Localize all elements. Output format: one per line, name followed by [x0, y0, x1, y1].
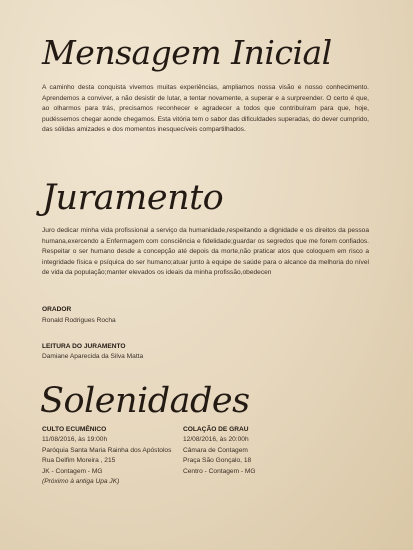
juramento-text: Juro dedicar minha vida profissional a serviço da humanidade,respeitando a dignidade e os direitos da pessoa humana,exercendo a Enfermagem com consciência e fidelidade;guardar os segredos que me forem confiados. Respeitar o ser humano desde a concepção até depois da morte,não praticar atos que coloquem em risco a integridade física e psíquica do ser humano;atuar junto à equipe de saúde para o alcance da melhoria do nível de vida da população;manter elevados os ideais da minha profissão,obedecen — [42, 227, 369, 277]
colacao-heading: COLAÇÃO DE GRAU — [183, 426, 249, 433]
culto-city: JK - Contagem - MG — [42, 467, 103, 475]
solenidades-title: Solenidades — [40, 381, 250, 421]
juramento-title: Juramento — [42, 178, 224, 218]
leitura-label: LEITURA DO JURAMENTO — [42, 343, 126, 350]
orador-label: ORADOR — [42, 306, 72, 313]
leitura-name: Damiane Aparecida da Silva Matta — [42, 353, 144, 360]
culto-note: (Próximo à antiga Upa JK) — [42, 478, 120, 486]
colacao-date: 12/08/2016, às 20:00h — [183, 436, 249, 444]
mensagem-text: A caminho desta conquista vivemos muitas experiências, ampliamos nossa visão e nosso conhecimento. Aprendemos a conviver, a não desistir de lutar, a tentar novamente, a superar e a surpreender. O certo é que, ao olharmos para trás, precisamos reconhecer e agradecer a todos que contribuíram para que, hoje, pudéssemos chegar aonde chegamos. Esta vitória tem o sabor das dificuldades superadas, do dever cumprido, das sólidas amizades e dos momentos inesquecíveis compartilhados. — [42, 84, 369, 134]
culto-heading: CULTO ECUMÊNICO — [42, 426, 107, 433]
mensagem-title: Mensagem Inicial — [42, 33, 332, 72]
culto-place: Paróquia Santa Maria Rainha dos Apóstolos — [42, 446, 172, 454]
colacao-block — [183, 425, 256, 477]
colacao-place: Câmara de Contagem — [183, 446, 248, 454]
colacao-city: Centro - Contagem - MG — [183, 467, 256, 475]
culto-date: 11/08/2016, às 19:00h — [42, 436, 108, 444]
culto-street: Rua Delfim Moreira , 215 — [42, 457, 116, 465]
colacao-street: Praça São Gonçalo, 18 — [183, 457, 252, 465]
culto-block — [42, 425, 171, 487]
orador-name: Ronald Rodrigues Rocha — [42, 317, 116, 324]
